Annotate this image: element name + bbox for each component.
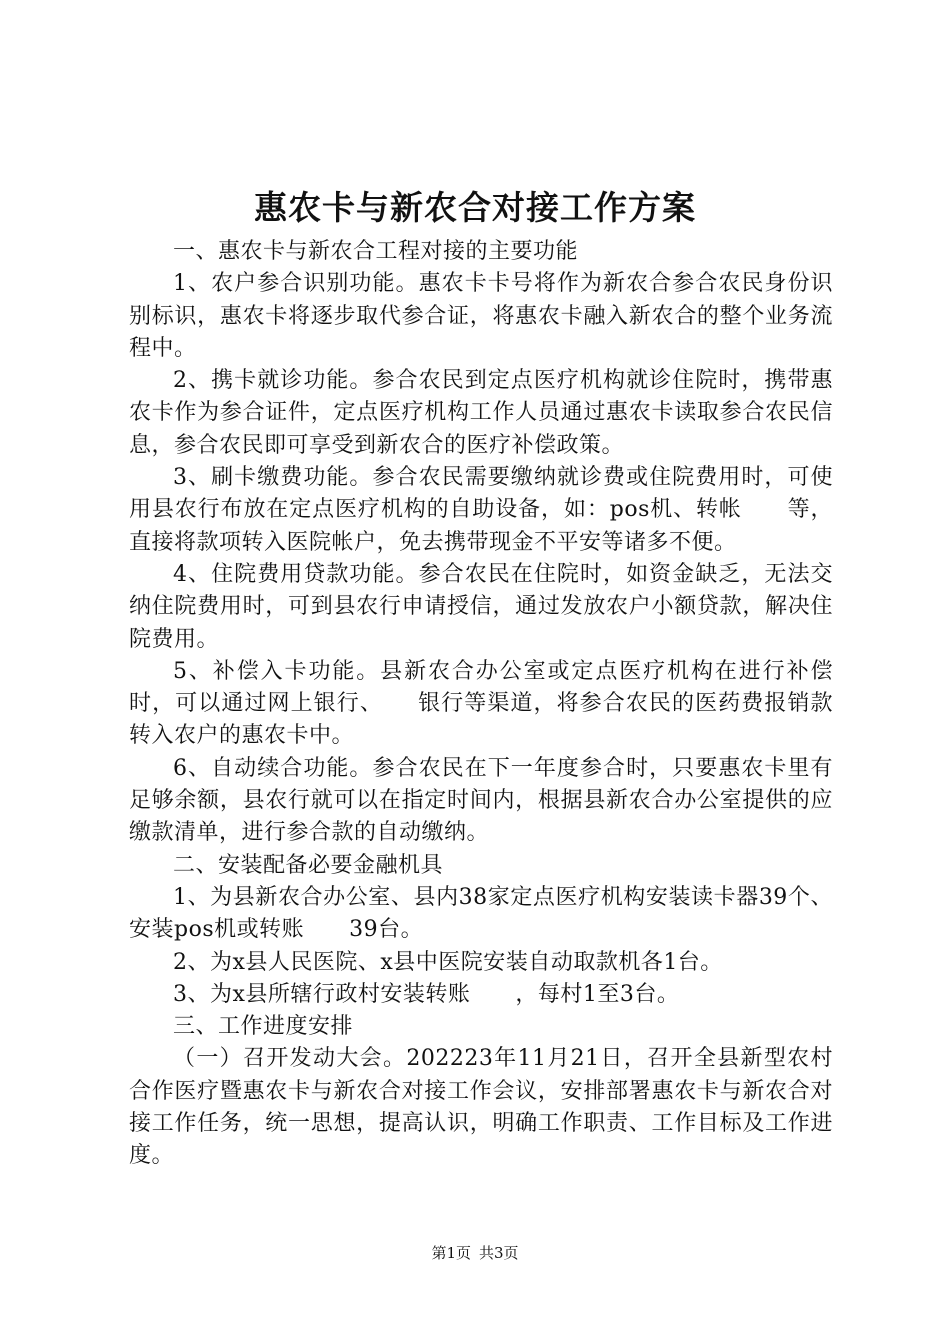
page-footer <box>0 1243 950 1263</box>
paragraph: 2、为x县人民医院、x县中医院安装自动取款机各1台。 <box>173 949 723 975</box>
paragraph: 3、为x县所辖行政村安装转账 ，每村1至3台。 <box>173 981 680 1007</box>
page-number: 第1页 <box>431 1244 471 1262</box>
paragraph: 6、自动续合功能。参合农民在下一年度参合时，只要惠农卡里有足够余额，县农行就可以在指定时间内，根据县新农合办公室提供的应缴款清单，进行参合款的自动缴纳。 <box>129 755 833 846</box>
document-body <box>129 236 833 1173</box>
paragraph: 1、农户参合识别功能。惠农卡卡号将作为新农合参合农民身份识别标识，惠农卡将逐步取代参合证，将惠农卡融入新农合的整个业务流程中。 <box>129 271 833 361</box>
section-heading-2: 二、安装配备必要金融机具 <box>173 852 444 878</box>
paragraph: 3、刷卡缴费功能。参合农民需要缴纳就诊费或住院费用时，可使用县农行布放在定点医疗机构的自助设备，如：pos机、转帐 等，直接将款项转入医院帐户，免去携带现金不平安等诸多不便。 <box>129 465 833 555</box>
document-title: 惠农卡与新农合对接工作方案 <box>254 188 696 227</box>
section-heading-1: 一、惠农卡与新农合工程对接的主要功能 <box>173 239 579 264</box>
page-total: 共3页 <box>479 1244 519 1262</box>
paragraph: 2、携卡就诊功能。参合农民到定点医疗机构就诊住院时，携带惠农卡作为参合证件，定点医疗机构工作人员通过惠农卡读取参合农民信息，参合农民即可享受到新农合的医疗补偿政策。 <box>129 368 833 458</box>
paragraph: （一）召开发动大会。202223年11月21日，召开全县新型农村合作医疗暨惠农卡与新农合对接工作会议，安排部署惠农卡与新农合对接工作任务，统一思想，提高认识，明确工作职责、工作目标及工作进度。 <box>129 1046 833 1169</box>
paragraph: 4、住院费用贷款功能。参合农民在住院时，如资金缺乏，无法交纳住院费用时，可到县农行申请授信，通过发放农户小额贷款，解决住院费用。 <box>129 561 833 652</box>
section-heading-3: 三、工作进度安排 <box>173 1014 354 1040</box>
paragraph: 5、补偿入卡功能。县新农合办公室或定点医疗机构在进行补偿时，可以通过网上银行、 银行等渠道，将参合农民的医药费报销款转入农户的惠农卡中。 <box>129 658 833 749</box>
paragraph: 1、为县新农合办公室、县内38家定点医疗机构安装读卡器39个、安装pos机或转账 39台。 <box>129 884 833 943</box>
